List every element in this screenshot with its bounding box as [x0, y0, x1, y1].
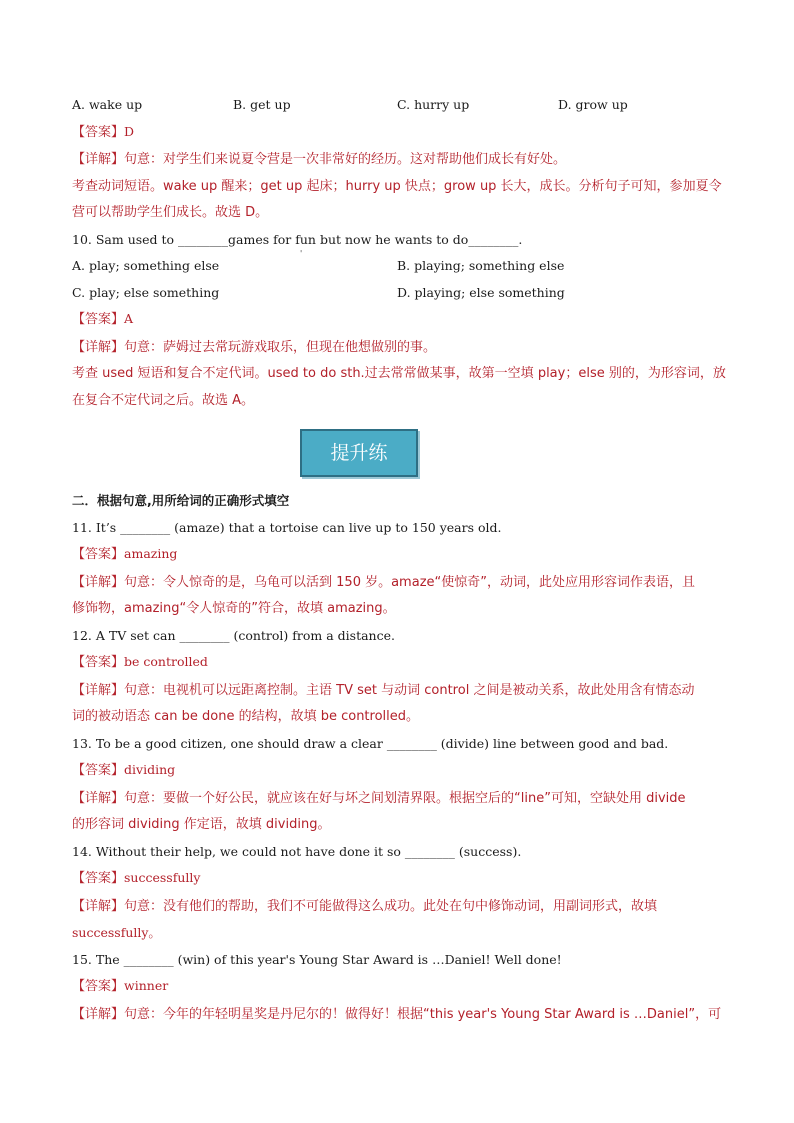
section-title: 二．根据句意,用所给词的正确形式填空	[72, 493, 290, 508]
q11-detail-line2: 修饰物，amazing“令人惊奇的”符合，故填 amazing。	[72, 601, 396, 616]
q15-stem: 15. The ________ (win) of this year's Young Star Award is …Daniel! Well done!	[72, 951, 562, 967]
q13-answer	[72, 757, 724, 785]
q11-answer	[72, 541, 724, 569]
q14-detail-line1: 句意：没有他们的帮助，我们不可能做得这么成功。此处在句中修饰动词，用副词形式，故填	[124, 898, 658, 914]
q10-option-d: D. playing; else something	[397, 284, 565, 300]
q10-detail	[72, 334, 724, 362]
q10-stem-text: 10. Sam used to ________games for fun but now he wants to do________.	[72, 231, 523, 247]
q10-option-a: A. play; something else	[72, 258, 220, 273]
q12-detail-line2: 词的被动语态 can be done 的结构，故填 be controlled。	[72, 709, 420, 724]
q15-detail	[72, 1001, 724, 1029]
q14-detail	[72, 893, 724, 921]
q11-detail	[72, 569, 724, 597]
q12-answer-value: be controlled	[124, 654, 208, 669]
detail-tag: 【详解】	[72, 790, 125, 806]
answer-tag: 【答案】	[72, 547, 125, 562]
answer-tag: 【答案】	[72, 871, 125, 886]
q14-answer-value: successfully	[124, 870, 201, 885]
q13-stem: 13. To be a good citizen, one should draw a clear ________ (divide) line between good and bad.	[72, 735, 669, 751]
q10-option-b: B. playing; something else	[397, 258, 565, 273]
q13-detail	[72, 785, 724, 813]
detail-tag: 【详解】	[72, 574, 125, 590]
document-page	[72, 92, 724, 1028]
q9-detail-line1: 句意：对学生们来说夏令营是一次非常好的经历。这对帮助他们成长有好处。	[124, 152, 567, 167]
q9-option-d: D. grow up	[558, 97, 628, 112]
q15-answer	[72, 973, 724, 1001]
answer-tag: 【答案】	[72, 312, 125, 327]
q9-detail-line2: 考查动词短语。wake up 醒来；get up 起床；hurry up 快点；grow up 长大，成长。分析句子可知，参加夏令	[72, 178, 722, 194]
q11-detail-line1: 句意：令人惊奇的是，乌龟可以活到 150 岁。amaze“使惊奇”，动词，此处应用形容词作表语，且	[124, 574, 695, 590]
detail-tag: 【详解】	[72, 898, 125, 914]
q10-option-c: C. play; else something	[72, 284, 220, 300]
q10-options-row2	[72, 280, 724, 307]
banner-area	[72, 414, 724, 488]
q10-detail-line3: 在复合不定代词之后。故选 A。	[72, 392, 255, 408]
q9-answer-value: D	[124, 123, 135, 139]
q11-stem: 11. It’s ________ (amaze) that a tortoise can live up to 150 years old.	[72, 519, 502, 535]
q15-detail-line1: 句意：今年的年轻明星奖是丹尼尔的！做得好！根据“this year's Young Star Award is …Daniel”，可	[124, 1006, 722, 1022]
q14-detail-line2: successfully。	[72, 925, 161, 940]
answer-tag: 【答案】	[72, 124, 125, 140]
detail-tag: 【详解】	[72, 1006, 125, 1022]
q9-option-a: A. wake up	[72, 97, 143, 112]
q11-answer-value: amazing	[124, 546, 178, 561]
q9-detail	[72, 146, 724, 174]
q10-stem	[72, 227, 724, 258]
q12-detail-line1: 句意：电视机可以远距离控制。主语 TV set 与动词 control 之间是被动关系，故此处用含有情态动	[124, 682, 695, 698]
answer-tag: 【答案】	[72, 655, 125, 670]
q14-stem: 14. Without their help, we could not have done it so ________ (success).	[72, 843, 522, 859]
q9-option-c: C. hurry up	[397, 97, 470, 112]
q9-answer	[72, 119, 724, 147]
detail-tag: 【详解】	[72, 152, 125, 167]
q10-detail-line2: 考查 used 短语和复合不定代词。used to do sth.过去常常做某事，故第一空填 play；else 别的，为形容词，放	[72, 366, 726, 381]
q13-detail-line2: 的形容词 dividing 作定语，故填 dividing。	[72, 817, 331, 832]
q13-detail-line1: 句意：要做一个好公民，就应该在好与坏之间划清界限。根据空后的“line”可知，空缺处用 divide	[124, 790, 686, 806]
q10-answer-value: A	[124, 311, 134, 326]
detail-tag: 【详解】	[72, 682, 125, 698]
q12-answer	[72, 649, 724, 677]
q13-answer-value: dividing	[124, 762, 176, 777]
q10-options-row1	[72, 253, 724, 280]
q14-answer	[72, 865, 724, 893]
q10-answer	[72, 306, 724, 334]
q12-stem: 12. A TV set can ________ (control) from a distance.	[72, 627, 395, 643]
q9-options	[72, 92, 724, 119]
q12-detail	[72, 677, 724, 705]
q9-detail-line3: 营可以帮助学生们成长。故选 D。	[72, 205, 269, 220]
detail-tag: 【详解】	[72, 339, 125, 355]
section-banner: 提升练	[300, 429, 418, 477]
q15-answer-value: winner	[124, 978, 169, 993]
answer-tag: 【答案】	[72, 979, 125, 994]
stray-mark: '	[300, 248, 303, 258]
q9-option-b: B. get up	[233, 97, 291, 112]
answer-tag: 【答案】	[72, 763, 125, 778]
q10-detail-line1: 句意：萨姆过去常玩游戏取乐，但现在他想做别的事。	[124, 339, 437, 355]
